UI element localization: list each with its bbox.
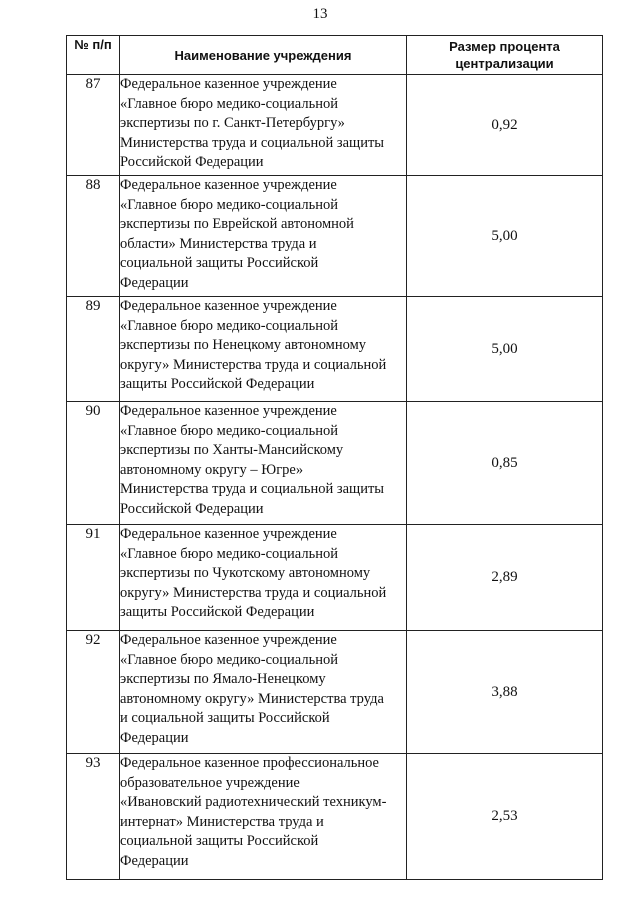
row-institution-name: Федеральное казенное учреждение «Главное бюро медико-социальной экспертизы по г. Санкт-Петербургу» Министерства труда и социальной защиты Российской Федерации bbox=[120, 75, 407, 176]
table-row bbox=[67, 402, 603, 525]
table-header-row bbox=[67, 36, 603, 75]
row-institution-name: Федеральное казенное учреждение «Главное бюро медико-социальной экспертизы по Ямало-Ненецкому автономному округу» Министерства труда и социальной защиты Российской Федерации bbox=[120, 631, 407, 754]
table-row bbox=[67, 631, 603, 754]
header-percent: Размер процента централизации bbox=[407, 36, 603, 75]
header-name: Наименование учреждения bbox=[120, 36, 407, 75]
row-percent: 0,92 bbox=[407, 75, 603, 176]
page-number: 13 bbox=[312, 6, 328, 22]
row-institution-name: Федеральное казенное учреждение «Главное бюро медико-социальной экспертизы по Ханты-Мансийскому автономному округу – Югре» Министерства труда и социальной защиты Российской Федерации bbox=[120, 402, 407, 525]
header-number: № п/п bbox=[67, 36, 120, 75]
row-number: 90 bbox=[67, 402, 120, 525]
table-row bbox=[67, 75, 603, 176]
row-percent: 5,00 bbox=[407, 297, 603, 402]
row-percent: 2,53 bbox=[407, 754, 603, 880]
centralization-table bbox=[66, 35, 603, 880]
row-number: 89 bbox=[67, 297, 120, 402]
row-percent: 2,89 bbox=[407, 525, 603, 631]
row-institution-name: Федеральное казенное учреждение «Главное бюро медико-социальной экспертизы по Чукотскому автономному округу» Министерства труда и социальной защиты Российской Федерации bbox=[120, 525, 407, 631]
row-percent: 0,85 bbox=[407, 402, 603, 525]
row-institution-name: Федеральное казенное учреждение «Главное бюро медико-социальной экспертизы по Еврейской автономной области» Министерства труда и социальной защиты Российской Федерации bbox=[120, 176, 407, 297]
row-number: 93 bbox=[67, 754, 120, 880]
row-percent: 5,00 bbox=[407, 176, 603, 297]
table-row bbox=[67, 176, 603, 297]
row-number: 87 bbox=[67, 75, 120, 176]
table-row bbox=[67, 525, 603, 631]
row-percent: 3,88 bbox=[407, 631, 603, 754]
row-institution-name: Федеральное казенное учреждение «Главное бюро медико-социальной экспертизы по Ненецкому автономному округу» Министерства труда и социальной защиты Российской Федерации bbox=[120, 297, 407, 402]
row-number: 91 bbox=[67, 525, 120, 631]
row-number: 88 bbox=[67, 176, 120, 297]
table-row bbox=[67, 754, 603, 880]
table-row bbox=[67, 297, 603, 402]
row-institution-name: Федеральное казенное профессиональное образовательное учреждение «Ивановский радиотехнический техникум- интернат» Министерства труда и социальной защиты Российской Федерации bbox=[120, 754, 407, 880]
row-number: 92 bbox=[67, 631, 120, 754]
